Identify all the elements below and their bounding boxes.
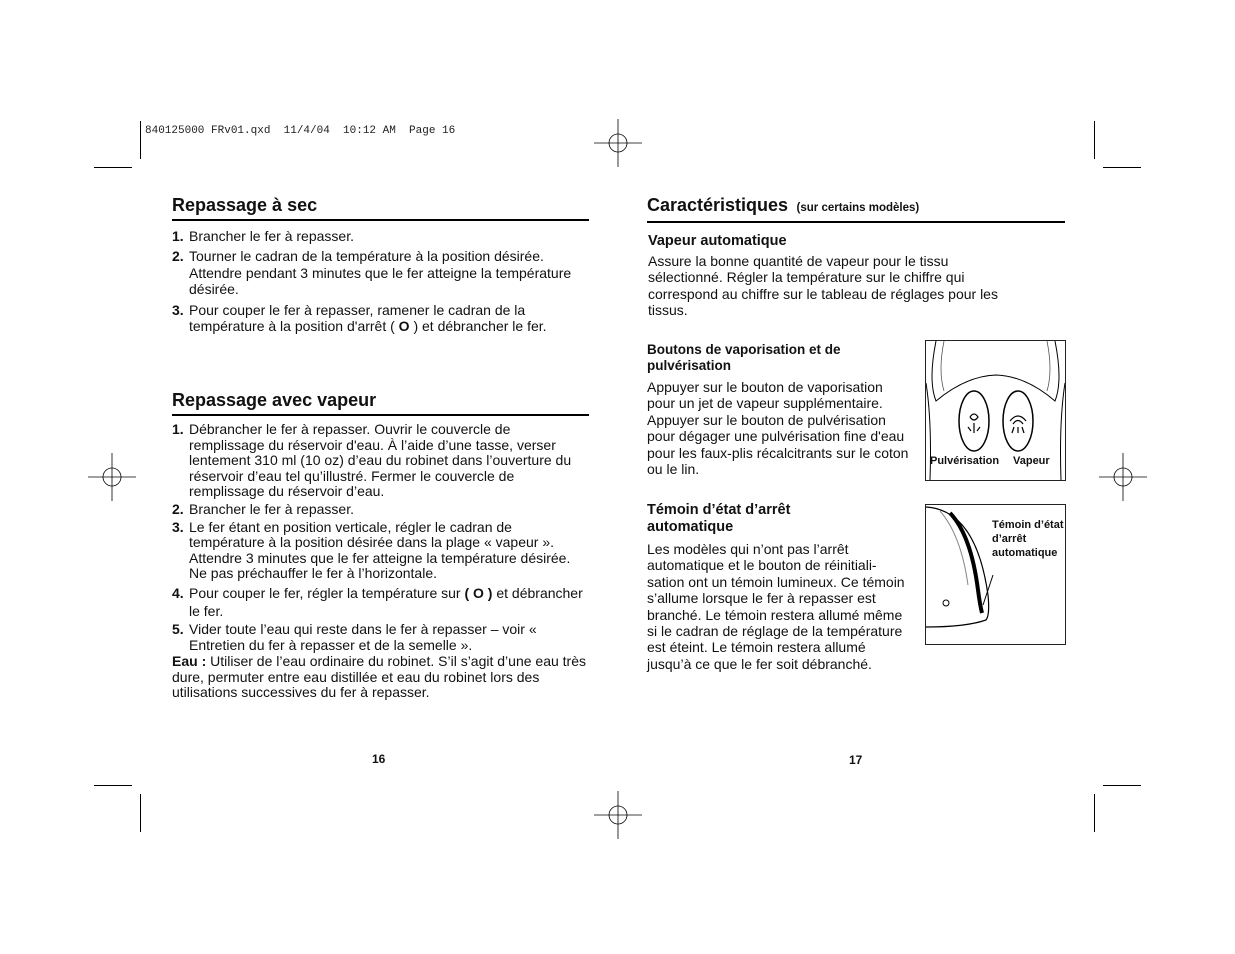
buttons-heading: Boutons de vaporisation et de pulvérisation	[647, 342, 841, 373]
list-item: 3. Le fer étant en position verticale, régler le cadran de température à la position désirée dans la plage « vapeur ». Attendre 3 minutes que le fer atteigne la température désirée. Ne pas préchauffer le fer à l’horizontale.	[172, 518, 571, 582]
off-symbol: ( O )	[464, 584, 493, 601]
registration-mark-icon	[88, 453, 136, 501]
crop-mark-top-left-vertical	[140, 121, 141, 159]
crop-mark-top-right-horizontal	[1103, 167, 1141, 168]
crop-mark-bottom-right-vertical	[1094, 794, 1095, 832]
steam-label: Vapeur	[1013, 455, 1050, 467]
features-rule	[647, 221, 1065, 223]
crop-mark-top-left-horizontal	[94, 167, 132, 168]
page-number-right: 17	[849, 753, 863, 767]
steam-ironing-steps	[172, 422, 589, 655]
registration-mark-icon	[1099, 453, 1147, 501]
indicator-text: Les modèles qui n’ont pas l’arrêt automatique et le bouton de réinitiali- sation ont un témoin lumineux. Ce témoin s’allume lorsque le fer à repasser est branché. Le témoin restera allumé même si le cadran de réglage de la température est éteint. Le témoin restera allumé jusqu’à ce que le fer soit débranché.	[647, 541, 905, 672]
list-item: 1. Débrancher le fer à repasser. Ouvrir le couvercle de remplissage du réservoir d'eau. À l’aide d’une tasse, verser lentement 310 ml (10 oz) d’eau du robinet dans l’ouverture du réservoir d’eau tel qu’illustré. Fermer le couvercle de remplissage du réservoir d’eau.	[172, 421, 572, 500]
spray-label: Pulvérisation	[930, 455, 1000, 467]
auto-steam-text: Assure la bonne quantité de vapeur pour le tissu sélectionné. Régler la température sur le chiffre qui correspond au chiffre sur le tableau de réglages pour les tissus.	[648, 253, 998, 319]
dry-ironing-title: Repassage à sec	[172, 195, 318, 215]
list-item: 2. Tourner le cadran de la température à la position désirée. Attendre pendant 3 minutes que le fer atteigne la température désirée.	[172, 248, 572, 298]
crop-mark-bottom-left-horizontal	[94, 785, 132, 786]
water-note: Eau : Utiliser de l’eau ordinaire du robinet. S’il s’agit d’une eau très dure, permuter entre eau distillée et eau du robinet lors des utilisations successives du fer à repasser.	[172, 653, 586, 701]
auto-steam-heading: Vapeur automatique	[648, 233, 787, 249]
registration-mark-icon	[594, 119, 642, 167]
steam-ironing-rule	[172, 414, 589, 416]
buttons-text: Appuyer sur le bouton de vaporisation pour un jet de vapeur supplémentaire. Appuyer sur le bouton de pulvérisation pour dégager une pulvérisation fine d'eau pour les faux-plis récalcitrants sur le coton ou le lin.	[647, 379, 909, 478]
list-item: 4. Pour couper le fer, régler la température sur ( O ) et débrancher le fer.	[172, 584, 583, 619]
off-symbol: O	[398, 318, 410, 335]
dry-ironing-steps	[172, 228, 589, 338]
registration-mark-icon	[594, 791, 642, 839]
indicator-figure	[925, 504, 1066, 645]
buttons-figure	[925, 340, 1066, 481]
file-slug: 840125000 FRv01.qxd 11/4/04 10:12 AM Page 16	[145, 125, 456, 137]
list-item: 3. Pour couper le fer à repasser, ramener le cadran de la température à la position d'arrêt ( O ) et débrancher le fer.	[172, 301, 547, 335]
indicator-heading: Témoin d’état d’arrêt automatique	[647, 502, 791, 535]
page-number-left: 16	[372, 752, 386, 766]
crop-mark-bottom-left-vertical	[140, 794, 141, 832]
list-item: 1. Brancher le fer à repasser.	[172, 228, 354, 244]
dry-ironing-rule	[172, 219, 589, 221]
crop-mark-top-right-vertical	[1094, 121, 1095, 159]
indicator-label: Témoin d’état d’arrêt automatique	[992, 519, 1064, 559]
list-item: 2. Brancher le fer à repasser.	[172, 500, 354, 517]
features-title: Caractéristiques (sur certains modèles)	[647, 195, 920, 215]
crop-mark-bottom-right-horizontal	[1103, 785, 1141, 786]
list-item: 5. Vider toute l’eau qui reste dans le fer à repasser – voir « Entretien du fer à repasser et de la semelle ».	[172, 620, 537, 653]
steam-ironing-title: Repassage avec vapeur	[172, 390, 377, 410]
water-note-label: Eau :	[172, 653, 207, 669]
